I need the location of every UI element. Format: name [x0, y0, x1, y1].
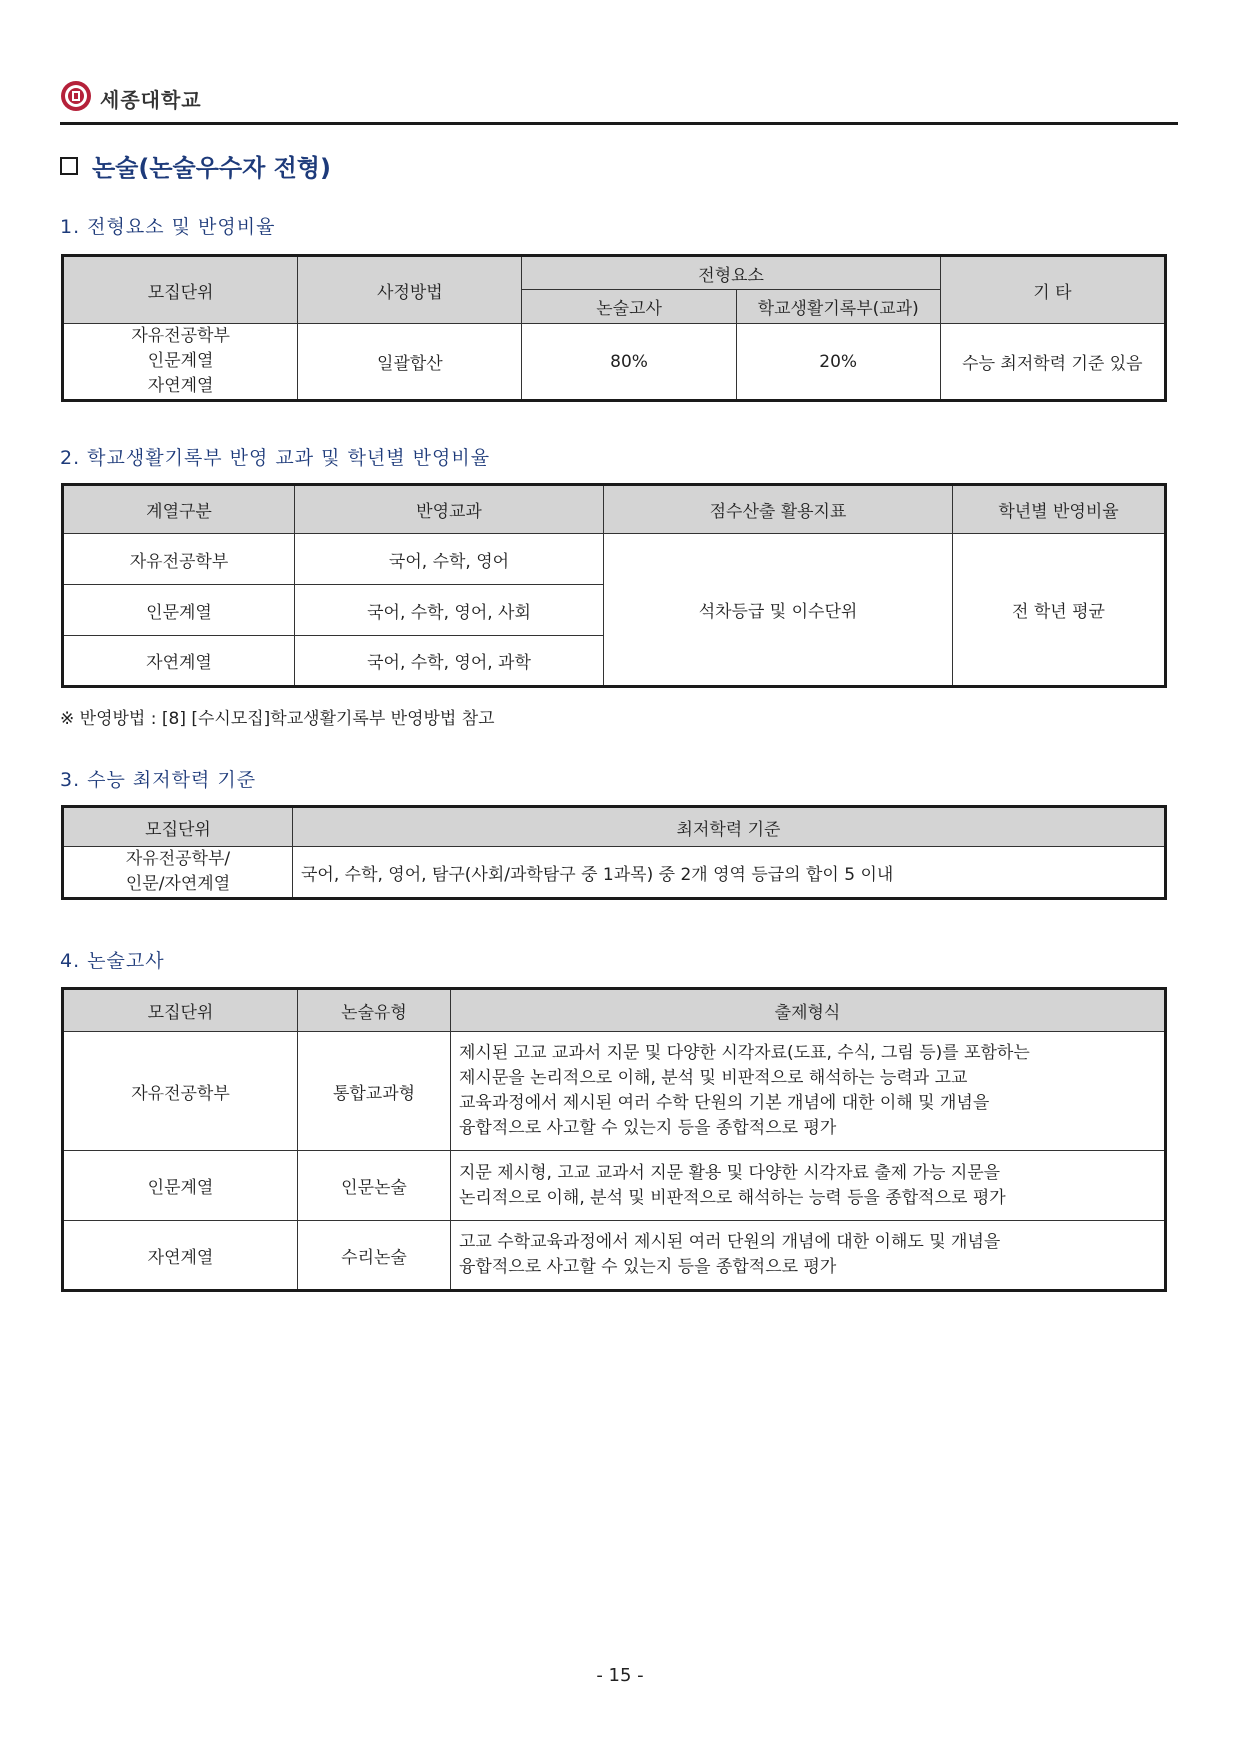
s1-header-method: 사정방법 — [298, 256, 522, 324]
s4-cell-unit: 자유전공학부 — [63, 1032, 298, 1151]
university-name: 세종대학교 — [100, 88, 202, 112]
s4-cell-type: 통합교과형 — [298, 1032, 451, 1151]
s3-header-unit: 모집단위 — [63, 807, 293, 847]
s4-header-type: 논술유형 — [298, 989, 451, 1032]
s4-table — [61, 987, 1167, 1292]
s4-format-line: 융합적으로 사고할 수 있는지 등을 종합적으로 평가 — [459, 1118, 837, 1138]
s4-format-line: 제시문을 논리적으로 이해, 분석 및 비판적으로 해석하는 능력과 고교 — [459, 1068, 968, 1088]
s4-title: 4. 논술고사 — [60, 950, 165, 972]
s4-format-line: 논리적으로 이해, 분석 및 비판적으로 해석하는 능력 등을 종합적으로 평가 — [459, 1187, 1006, 1208]
s1-header-elements: 전형요소 — [522, 256, 940, 290]
s4-header-unit: 모집단위 — [63, 989, 298, 1032]
s2-note: ※ 반영방법 : [8] [수시모집]학교생활기록부 반영방법 참고 — [60, 709, 495, 729]
s3-title: 3. 수능 최저학력 기준 — [60, 769, 257, 791]
s4-cell-type: 수리논술 — [298, 1221, 451, 1291]
s1-header-unit: 모집단위 — [63, 256, 298, 324]
table-row — [63, 534, 1166, 585]
s1-cell-method: 일괄합산 — [298, 324, 522, 401]
s2-cell-ratio: 전 학년 평균 — [953, 534, 1166, 687]
section-title-text: 논술(논술우수자 전형) — [92, 154, 331, 182]
s2-cell-track: 인문계열 — [63, 585, 295, 636]
s1-title: 1. 전형요소 및 반영비율 — [60, 216, 276, 238]
s1-header-etc: 기 타 — [940, 256, 1165, 324]
s2-header-track: 계열구분 — [63, 485, 295, 534]
s4-format-line: 융합적으로 사고할 수 있는지 등을 종합적으로 평가 — [459, 1257, 837, 1277]
s2-cell-track: 자연계열 — [63, 636, 295, 687]
s2-cell-subjects: 국어, 수학, 영어, 사회 — [295, 585, 604, 636]
s3-unit-line: 자유전공학부/ — [125, 849, 231, 869]
s2-table — [61, 483, 1167, 688]
s2-cell-index: 석차등급 및 이수단위 — [604, 534, 953, 687]
s2-header-ratio: 학년별 반영비율 — [953, 485, 1166, 534]
s3-unit-line: 인문/자연계열 — [125, 874, 231, 894]
s4-format-line: 제시된 고교 교과서 지문 및 다양한 시각자료(도표, 수식, 그림 등)를 포함하는 — [459, 1043, 1030, 1063]
s1-unit-line: 인문계열 — [147, 351, 214, 371]
s4-format-line: 지문 제시형, 고교 교과서 지문 활용 및 다양한 시각자료 출제 가능 지문을 — [459, 1162, 1001, 1183]
s3-cell-unit — [63, 847, 293, 899]
page-header — [60, 80, 1178, 125]
table-row — [63, 1151, 1166, 1221]
s1-unit-line: 자유전공학부 — [131, 326, 230, 346]
page-number: - 15 - — [596, 1665, 644, 1686]
s1-table — [61, 254, 1167, 402]
table-row — [63, 1221, 1166, 1291]
section-title — [60, 148, 331, 183]
s3-cell-criteria: 국어, 수학, 영어, 탐구(사회/과학탐구 중 1과목) 중 2개 영역 등급의 합이 5 이내 — [293, 847, 1166, 899]
s4-format-line: 고교 수학교육과정에서 제시된 여러 단원의 개념에 대한 이해도 및 개념을 — [459, 1232, 1001, 1252]
s4-header-format: 출제형식 — [451, 989, 1166, 1032]
s2-header-subjects: 반영교과 — [295, 485, 604, 534]
s4-format-line: 교육과정에서 제시된 여러 수학 단원의 기본 개념에 대한 이해 및 개념을 — [459, 1093, 990, 1113]
s1-header-essay: 논술고사 — [522, 290, 736, 324]
s1-cell-essay: 80% — [522, 324, 736, 401]
s1-header-record: 학교생활기록부(교과) — [736, 290, 940, 324]
s4-cell-format — [451, 1151, 1166, 1221]
s3-header-criteria: 최저학력 기준 — [293, 807, 1166, 847]
s2-cell-track: 자유전공학부 — [63, 534, 295, 585]
s4-cell-unit: 인문계열 — [63, 1151, 298, 1221]
s2-cell-subjects: 국어, 수학, 영어, 과학 — [295, 636, 604, 687]
s1-cell-record: 20% — [736, 324, 940, 401]
s4-cell-format — [451, 1221, 1166, 1291]
s4-cell-type: 인문논술 — [298, 1151, 451, 1221]
s2-cell-subjects: 국어, 수학, 영어 — [295, 534, 604, 585]
s4-cell-unit: 자연계열 — [63, 1221, 298, 1291]
university-seal-icon — [60, 80, 92, 112]
s2-title: 2. 학교생활기록부 반영 교과 및 학년별 반영비율 — [60, 447, 491, 469]
s1-unit-line: 자연계열 — [147, 376, 214, 396]
s4-cell-format — [451, 1032, 1166, 1151]
table-row — [63, 1032, 1166, 1151]
checkbox-bullet-icon — [60, 157, 78, 175]
s1-cell-etc: 수능 최저학력 기준 있음 — [940, 324, 1165, 401]
s2-header-index: 점수산출 활용지표 — [604, 485, 953, 534]
s3-table — [61, 805, 1167, 900]
s1-cell-unit — [63, 324, 298, 401]
